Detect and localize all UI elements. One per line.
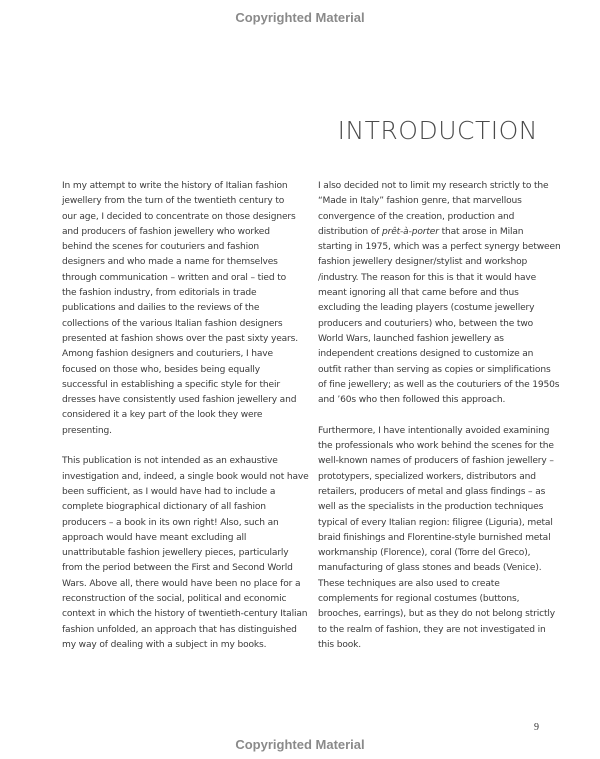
text-line: unattributable fashion jewellery pieces, particularly — [62, 548, 289, 559]
text-line: investigation and, indeed, a single book would not have — [62, 471, 309, 482]
text-line: presented at fashion shows over the past sixty years. — [62, 333, 298, 344]
text-line: the professionals who work behind the scenes for the — [318, 441, 554, 452]
text-line: Furthermore, I have intentionally avoided examining — [318, 425, 550, 436]
text-line: jewellery from the turn of the twentieth century to — [62, 196, 285, 207]
text-line: starting in 1975, which was a perfect synergy between — [318, 242, 561, 253]
text-line: and ’60s who then followed this approach. — [318, 395, 506, 406]
text-line: Wars. Above all, there would have been no place for a — [62, 578, 301, 589]
text-line: approach would have meant excluding all — [62, 532, 247, 543]
text-line: meant ignoring all that came before and thus — [318, 288, 519, 299]
text-line: fashion jewellery designer/stylist and workshop — [318, 257, 528, 268]
text-line: through communication – written and oral – tied to — [62, 272, 287, 283]
text-line: /industry. The reason for this is that it would have — [318, 272, 537, 283]
paragraph — [62, 179, 312, 439]
text-line: fashion unfolded, an approach that has distinguished — [62, 624, 297, 635]
page-number: 9 — [534, 722, 539, 733]
text-line: and producers of fashion jewellery who worked — [62, 226, 270, 237]
text-line: the fashion industry, from editorials in trade — [62, 288, 257, 299]
text-line: convergence of the creation, production and — [318, 211, 515, 222]
paragraph — [62, 454, 312, 653]
text-line: excluding the leading players (costume jewellery — [318, 303, 535, 314]
text-line: behind the scenes for couturiers and fashion — [62, 242, 260, 253]
text-line: These techniques are also used to create — [318, 578, 500, 589]
text-line: manufacturing of glass stones and beads (Venice). — [318, 563, 542, 574]
text-line: of fine jewellery; as well as the couturiers of the 1950s — [318, 379, 560, 390]
text-line: designers and who made a name for themselves — [62, 257, 278, 268]
text-line: context in which the history of twentieth-century Italian — [62, 609, 308, 620]
chapter-title: INTRODUCTION — [337, 116, 538, 145]
text-line: prototypers, specialized workers, distributors and — [318, 471, 536, 482]
text-line: collections of the various Italian fashion designers — [62, 318, 283, 329]
text-column-right — [318, 179, 568, 669]
text-line: complete biographical dictionary of all fashion — [62, 502, 266, 513]
text-line: dresses have consistently used fashion jewellery and — [62, 395, 297, 406]
text-line: producers – a book in its own right! Also, such an — [62, 517, 279, 528]
text-line: presenting. — [62, 425, 112, 436]
text-line: In my attempt to write the history of Italian fashion — [62, 181, 288, 191]
text-line: “Made in Italy” fashion genre, that marvellous — [318, 196, 522, 207]
text-line: been sufficient, as I would have had to include a — [62, 486, 276, 497]
copyright-watermark-bottom: Copyrighted Material — [235, 737, 365, 752]
text-line: distribution of prêt-à-porter that arose in Milan — [318, 226, 524, 237]
text-line: well as the specialists in the production techniques — [318, 502, 544, 513]
text-line: outfit rather than serving as copies or simplifications — [318, 364, 551, 375]
text-line: my way of dealing with a subject in my books. — [62, 639, 267, 650]
text-line: successful in establishing a specific style for their — [62, 379, 280, 390]
text-line: reconstruction of the social, political and economic — [62, 594, 287, 605]
text-line: Among fashion designers and couturiers, I have — [62, 349, 273, 360]
text-line: focused on those who, besides being equally — [62, 364, 261, 375]
text-line: to the realm of fashion, they are not investigated in — [318, 624, 546, 635]
text-line: independent creations designed to customize an — [318, 349, 534, 360]
text-line: This publication is not intended as an exhaustive — [62, 456, 278, 467]
text-line: workmanship (Florence), coral (Torre del Greco), — [318, 548, 531, 559]
text-line: complements for regional costumes (buttons, — [318, 594, 520, 605]
text-line: our age, I decided to concentrate on those designers — [62, 211, 296, 222]
text-line: considered it a key part of the look they were — [62, 410, 263, 421]
copyright-watermark-top: Copyrighted Material — [235, 10, 365, 25]
text-line: from the period between the First and Second World — [62, 563, 293, 574]
paragraph — [318, 179, 568, 408]
text-line: well-known names of producers of fashion jewellery – — [318, 456, 554, 467]
text-line: publications and dailies to the reviews of the — [62, 303, 260, 314]
text-line: retailers, producers of metal and glass findings – as — [318, 486, 546, 497]
text-line: typical of every Italian region: filigree (Liguria), metal — [318, 517, 553, 528]
text-line: brooches, earrings), but as they do not belong strictly — [318, 609, 556, 620]
text-line: braid finishings and Florentine-style burnished metal — [318, 532, 551, 543]
text-line: World Wars, launched fashion jewellery as — [318, 333, 504, 344]
paragraph — [318, 424, 568, 653]
text-line: producers and couturiers) who, between the two — [318, 318, 534, 329]
text-line: I also decided not to limit my research strictly to the — [318, 181, 549, 191]
text-column-left — [62, 179, 312, 669]
text-line: this book. — [318, 639, 362, 650]
